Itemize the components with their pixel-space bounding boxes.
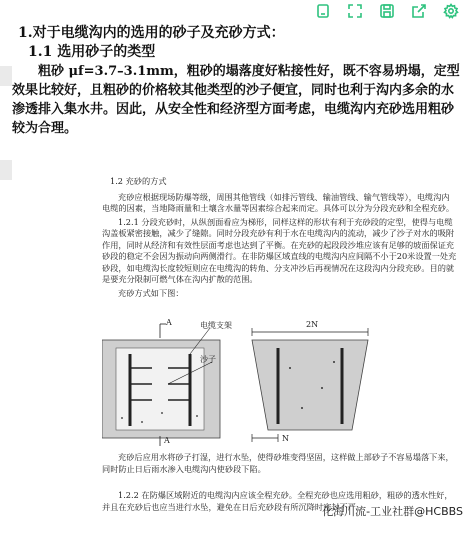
figure-drawing [102,318,462,448]
heading-1-1: 1.1 选用砂子的类型 [28,44,156,60]
scanned-page [102,176,457,301]
label-n: N [282,434,289,443]
label-a-top: A [166,318,172,327]
watermark: 化海川流-工业社群@HCBBS [322,505,463,518]
label-2n: 2N [306,320,319,329]
save-icon [379,3,395,19]
scan-heading: 1.2 充砂的方式 [110,176,167,186]
settings-button[interactable] [437,1,465,21]
margin-marker [0,160,12,180]
expand-button[interactable] [341,1,369,21]
settings-icon [443,3,459,19]
scan-paragraph-3: 1.2.2 在防爆区域附近的电缆沟内应该全程充砂。全程充砂也应选用粗砂，粗砂的透水性好，并且在充砂后也应当进行水坠，避免在日后充砂段有所沉降时密封不严。 [102,490,453,512]
expand-icon [347,3,363,19]
figure-title: 充砂方式如下图： [118,287,184,298]
label-a-bottom: A [164,436,170,445]
margin-marker [0,66,12,86]
trench-longitudinal-section [252,328,368,442]
scan-paragraph-2: 1.2.1 分段充砂时，从纵剖面看应为梯形，同样这样的形状有利于充砂段的定型，使得与电缆沟盖板紧密接触，减少了缝隙。同时分段充砂有利于水在电缆沟内的流动，减少了沙子对水的吸附作用，同时从经济和有效性层面考虑也达到了平衡。在充砂的起段段沙堆应该有足够的坡面保证充砂段的稳定不会因为振动向两侧滑行。在非防爆区域直线的电缆沟内应间隔不小于20米设置一处充砂段，如电缆沟长度较短则应在电缆沟的转角、分支冲沙后再视情况在这段沟内分段充砂。目的就是要充分限制可燃气体在沟内扩散的范围。 [102,216,457,284]
toolbar [309,0,471,23]
label-cable-support: 电缆支架 [200,321,232,330]
heading-1: 1.对于电缆沟内的选用的砂子及充砂方式： [18,25,285,41]
paragraph-coarse-sand: 粗砂 μf=3.7–3.1mm，粗砂的塌落度好粘接性好，既不容易坍塌，定型效果比较好，且粗砂的价格较其他类型的沙子便宜，同时也利于沟内多余的水渗透排入集水井。因此，从安全性和经济型方面考虑，电缆沟内充砂选用粗砂较为合理。 [12,64,460,136]
copy-button[interactable] [309,1,337,21]
figure-caption-block [102,452,457,475]
sand-filling-figure [102,318,462,448]
label-sand: 沙子 [200,355,216,364]
section-sand-selection [12,24,464,138]
trench-cross-section [102,324,220,446]
scan-paragraph-1: 充砂应根据现场防爆等级，周围其他管线（如排污管线、输油管线、输气管线等），电缆沟内电缆的因素，当地降雨量和土壤含水量等因素综合起来而定。具体可以分为分段充砂和全程充砂。 [102,191,455,213]
figure-caption: 充砂后应用水将砂子打湿，进行水坠，使得砂堆变得坚固，这样做上部砂子不容易塌落下来，同时防止日后雨水渗入电缆沟内使砂段下陷。 [102,452,454,474]
share-icon [411,3,427,19]
share-button[interactable] [405,1,433,21]
copy-icon [315,3,331,19]
save-button[interactable] [373,1,401,21]
